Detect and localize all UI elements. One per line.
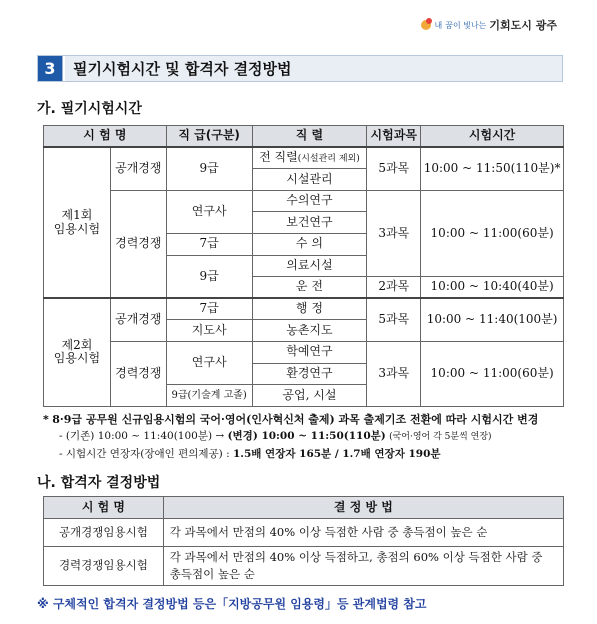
- time-cell: 10:00 ~ 11:40(100분): [421, 298, 564, 341]
- asterisk-mark: *: [43, 413, 49, 426]
- method-cell: 각 과목에서 만점의 40% 이상 득점하고, 총점의 60% 이상 득점한 사람 중 총득점이 높은 순: [163, 547, 563, 586]
- category-cell: 공개경쟁: [110, 147, 166, 190]
- col-header: 시험과목: [367, 126, 421, 148]
- note-line: [43, 446, 538, 463]
- note-old-time: - (기존) 10:00 ~ 11:40(100분) →: [59, 430, 225, 442]
- col-header: 직 렬: [252, 126, 367, 148]
- series-cell: 공업, 시설: [252, 385, 367, 407]
- grade-cell: 9급(기술계 고졸): [166, 385, 252, 407]
- category-cell: 경력경쟁: [110, 190, 166, 298]
- grade-cell: 지도사: [166, 320, 252, 342]
- time-cell: 10:00 ~ 11:00(60분): [421, 190, 564, 276]
- time-cell: 10:00 ~ 11:00(60분): [421, 341, 564, 406]
- section-title: 필기시험시간 및 합격자 결정방법: [73, 60, 292, 78]
- category-cell: 공개경쟁: [110, 298, 166, 341]
- table-header-row: [44, 497, 564, 519]
- footer-note: ※ 구체적인 합격자 결정방법 등은「지방공무원 임용령」등 관계법령 참고: [37, 597, 427, 611]
- note-line: [43, 428, 538, 446]
- note-accommodation-time: 1.5배 연장자 165분 / 1.7배 연장자 190분: [232, 448, 441, 460]
- series-cell: 시설관리: [252, 169, 367, 191]
- grade-cell: 연구사: [166, 341, 252, 384]
- series-cell: 보건연구: [252, 212, 367, 234]
- series-cell: 의료시설: [252, 255, 367, 277]
- subject-cell: 2과목: [367, 277, 421, 299]
- series-cell: 농촌지도: [252, 320, 367, 342]
- table-row: [44, 547, 564, 586]
- series-cell: 수 의: [252, 233, 367, 255]
- col-header: 직 급(구분): [166, 126, 252, 148]
- series-note: (시설관리 제외): [297, 154, 360, 165]
- logo-slogan: 꿈이 빛나는: [445, 20, 487, 30]
- series-cell: 운 전: [252, 277, 367, 299]
- subject-cell: 3과목: [367, 341, 421, 406]
- col-header: 시험시간: [421, 126, 564, 148]
- grade-cell: 연구사: [166, 190, 252, 233]
- section-header: [37, 55, 563, 82]
- section-number: 3: [38, 56, 62, 81]
- grade-cell: 9급: [166, 147, 252, 190]
- table-row: [44, 341, 564, 363]
- col-header: 결 정 방 법: [163, 497, 563, 519]
- exam-time-table: [43, 125, 564, 407]
- note-extension: (국어·영어 각 5분씩 연장): [389, 432, 492, 442]
- note-new-time: (변경) 10:00 ~ 11:50(110분): [227, 430, 386, 442]
- category-cell: 경력경쟁: [110, 341, 166, 406]
- subheading-pass-method: 나. 합격자 결정방법: [37, 475, 161, 491]
- time-cell: 10:00 ~ 11:50(110분)*: [421, 147, 564, 190]
- subject-cell: 5과목: [367, 147, 421, 190]
- time-cell: 10:00 ~ 10:40(40분): [421, 277, 564, 299]
- table-header-row: [44, 126, 564, 148]
- logo-city: 기회도시 광주: [489, 19, 557, 32]
- series-cell: [252, 147, 367, 169]
- note-accommodation-label: - 시험시간 연장자(장애인 편의제공) :: [59, 448, 230, 460]
- table-row: [44, 519, 564, 547]
- table-row: [44, 190, 564, 212]
- note-main: 8·9급 공무원 신규임용시험의 국어·영어(인사혁신처 출제) 과목 출제기조 전환에 따라 시험시간 변경: [52, 413, 539, 426]
- note-line: [43, 411, 538, 428]
- series-cell: 환경연구: [252, 363, 367, 385]
- subject-cell: 3과목: [367, 190, 421, 276]
- subheading-exam-time: 가. 필기시험시간: [37, 101, 142, 117]
- exam-time-notes: [43, 411, 538, 463]
- series-cell: 학예연구: [252, 341, 367, 363]
- series-text: 전 직렬: [259, 150, 298, 165]
- subject-cell: 5과목: [367, 298, 421, 341]
- round-cell: 제1회 임용시험: [44, 147, 111, 298]
- col-header: 시 험 명: [44, 497, 164, 519]
- col-header: 시 험 명: [44, 126, 167, 148]
- series-cell: 수의연구: [252, 190, 367, 212]
- round-cell: 제2회 임용시험: [44, 298, 111, 406]
- exam-name-cell: 경력경쟁임용시험: [44, 547, 164, 586]
- pass-method-table: [43, 496, 564, 586]
- grade-cell: 7급: [166, 233, 252, 255]
- grade-cell: 9급: [166, 255, 252, 298]
- table-row: [44, 147, 564, 169]
- series-cell: 행 정: [252, 298, 367, 320]
- exam-name-cell: 공개경쟁임용시험: [44, 519, 164, 547]
- method-cell: 각 과목에서 만점의 40% 이상 득점한 사람 중 총득점이 높은 순: [163, 519, 563, 547]
- city-logo: [421, 17, 557, 33]
- logo-prefix: 내: [434, 20, 443, 30]
- table-row: [44, 298, 564, 320]
- grade-cell: 7급: [166, 298, 252, 320]
- logo-flower-icon: [421, 20, 431, 30]
